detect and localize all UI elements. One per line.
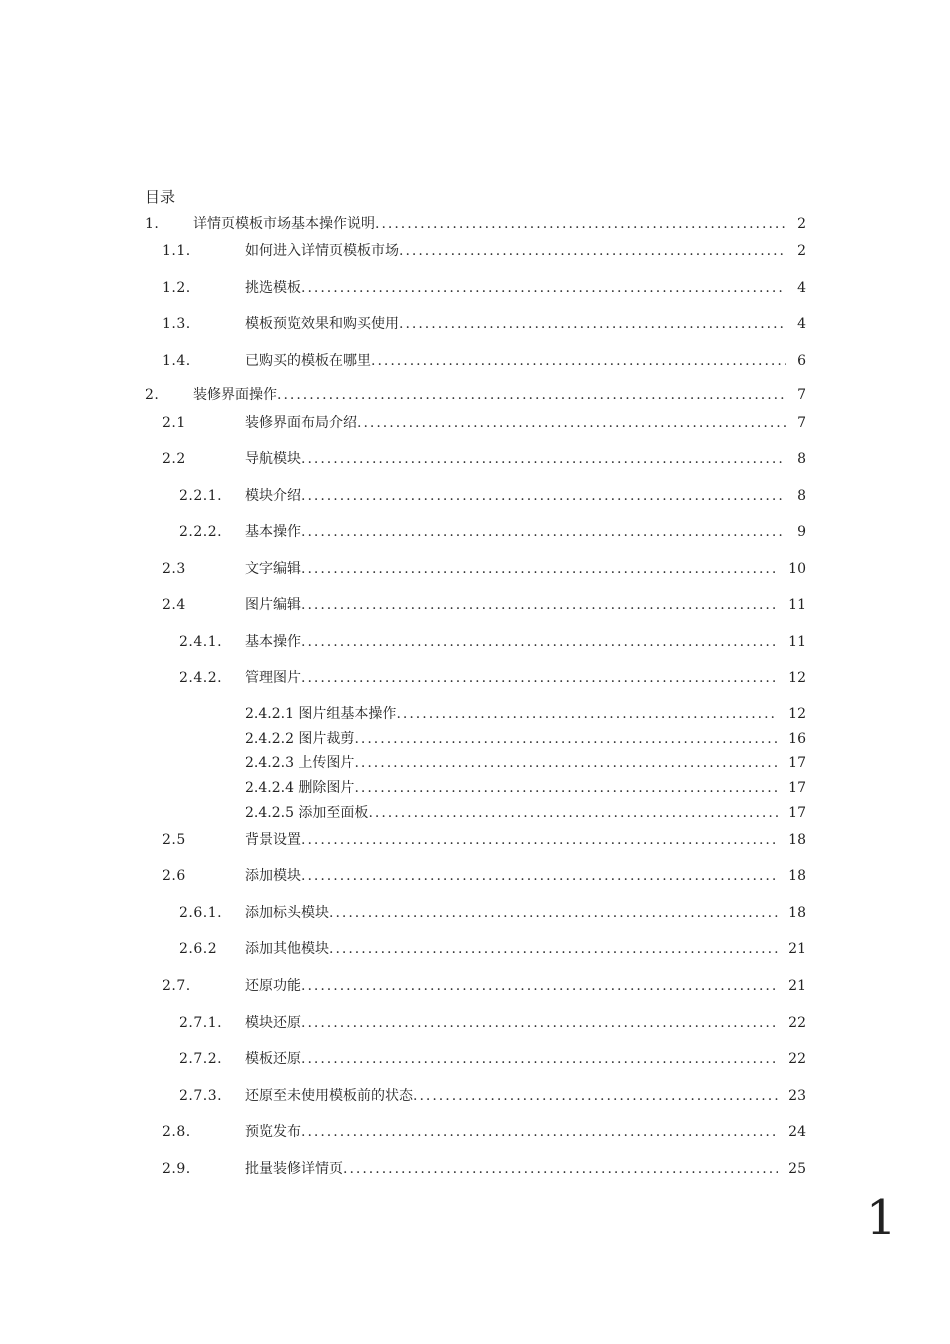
toc-entry[interactable] xyxy=(0,385,950,405)
toc-entry-number: 2.2 xyxy=(162,451,186,467)
toc-entry-page: 11 xyxy=(788,634,806,650)
toc-entry-label: 详情页模板市场基本操作说明 xyxy=(193,216,375,232)
toc-entry-page: 18 xyxy=(788,868,806,884)
toc-entry-number: 1. xyxy=(145,216,160,232)
toc-entry[interactable] xyxy=(0,1122,950,1142)
toc-entry-label: 2.4.2.1 图片组基本操作 xyxy=(245,706,397,722)
toc-entry-number: 2.1 xyxy=(162,415,186,431)
toc-entry-label: 文字编辑 xyxy=(245,561,301,577)
toc-entry-number: 1.4. xyxy=(162,353,191,369)
dot-leader xyxy=(301,830,778,850)
toc-entry-number: 2.8. xyxy=(162,1124,191,1140)
toc-entry-label: 管理图片 xyxy=(245,670,301,686)
toc-entry[interactable] xyxy=(0,939,950,959)
toc-entry-label: 还原至未使用模板前的状态 xyxy=(245,1088,413,1104)
dot-leader xyxy=(301,486,786,506)
toc-entry[interactable] xyxy=(0,778,950,798)
toc-entry-page: 22 xyxy=(788,1015,806,1031)
toc-entry-number: 2.7.2. xyxy=(179,1051,223,1067)
toc-entry-number: 2.7. xyxy=(162,978,191,994)
toc-entry-number: 2.4 xyxy=(162,597,186,613)
toc-entry-label: 2.4.2.3 上传图片 xyxy=(245,755,355,771)
toc-entry[interactable] xyxy=(0,704,950,724)
toc-entry-label: 模板还原 xyxy=(245,1051,301,1067)
toc-entry[interactable] xyxy=(0,753,950,773)
toc-entry-label: 装修界面操作 xyxy=(193,387,277,403)
toc-entry-page: 2 xyxy=(797,243,806,259)
toc-entry-page: 25 xyxy=(788,1161,806,1177)
toc-entry-number: 2.4.1. xyxy=(179,634,223,650)
toc-entry[interactable] xyxy=(0,241,950,261)
toc-entry-label: 模块介绍 xyxy=(245,488,301,504)
dot-leader xyxy=(371,351,786,371)
dot-leader xyxy=(329,939,778,959)
toc-entry[interactable] xyxy=(0,729,950,749)
toc-entry-page: 12 xyxy=(788,706,806,722)
toc-entry-label: 图片编辑 xyxy=(245,597,301,613)
toc-entry-label: 批量装修详情页 xyxy=(245,1161,343,1177)
toc-entry-number: 2.2.1. xyxy=(179,488,223,504)
toc-entry[interactable] xyxy=(0,903,950,923)
toc-entry-page: 2 xyxy=(797,216,806,232)
dot-leader xyxy=(343,1159,778,1179)
toc-entry-label: 如何进入详情页模板市场 xyxy=(245,243,399,259)
toc-entry-label: 挑选模板 xyxy=(245,280,301,296)
toc-entry[interactable] xyxy=(0,1049,950,1069)
toc-entry[interactable] xyxy=(0,976,950,996)
toc-entry-page: 18 xyxy=(788,832,806,848)
toc-entry[interactable] xyxy=(0,866,950,886)
toc-entry-number: 2.6.1. xyxy=(179,905,223,921)
toc-entry-label: 模块还原 xyxy=(245,1015,301,1031)
toc-entry[interactable] xyxy=(0,668,950,688)
toc-entry-page: 7 xyxy=(797,387,806,403)
dot-leader xyxy=(396,704,778,724)
toc-entry[interactable] xyxy=(0,830,950,850)
toc-entry-page: 21 xyxy=(788,978,806,994)
dot-leader xyxy=(399,241,786,261)
toc-entry-page: 6 xyxy=(797,353,806,369)
toc-entry-number: 1.3. xyxy=(162,316,191,332)
toc-entry-page: 12 xyxy=(788,670,806,686)
toc-entry-number: 2.2.2. xyxy=(179,524,223,540)
toc-entry-label: 还原功能 xyxy=(245,978,301,994)
dot-leader xyxy=(301,449,786,469)
dot-leader xyxy=(301,866,778,886)
toc-entry[interactable] xyxy=(0,559,950,579)
toc-entry-page: 8 xyxy=(797,451,806,467)
toc-entry-number: 2.5 xyxy=(162,832,186,848)
dot-leader xyxy=(329,903,778,923)
dot-leader xyxy=(301,595,778,615)
toc-entry-page: 17 xyxy=(788,805,806,821)
toc-entry-label: 背景设置 xyxy=(245,832,301,848)
page-number: 1 xyxy=(866,1190,897,1246)
toc-entry-label: 添加标头模块 xyxy=(245,905,329,921)
toc-entry-page: 23 xyxy=(788,1088,806,1104)
toc-entry-label: 基本操作 xyxy=(245,524,301,540)
toc-entry-number: 2.6.2 xyxy=(179,941,218,957)
toc-entry-page: 9 xyxy=(797,524,806,540)
toc-entry[interactable] xyxy=(0,1159,950,1179)
dot-leader xyxy=(399,314,786,334)
toc-entry[interactable] xyxy=(0,1086,950,1106)
toc-entry-label: 2.4.2.5 添加至面板 xyxy=(245,805,369,821)
dot-leader xyxy=(375,214,786,234)
toc-entry-page: 4 xyxy=(797,316,806,332)
toc-entry-page: 22 xyxy=(788,1051,806,1067)
dot-leader xyxy=(301,559,778,579)
toc-entry-number: 2. xyxy=(145,387,160,403)
toc-entry-label: 2.4.2.2 图片裁剪 xyxy=(245,731,355,747)
toc-entry[interactable] xyxy=(0,1013,950,1033)
dot-leader xyxy=(301,522,786,542)
toc-entry-page: 7 xyxy=(797,415,806,431)
toc-entry-page: 24 xyxy=(788,1124,806,1140)
toc-entry[interactable] xyxy=(0,632,950,652)
toc-entry-page: 17 xyxy=(788,780,806,796)
toc-entry-number: 1.2. xyxy=(162,280,191,296)
toc-entry-number: 2.6 xyxy=(162,868,186,884)
toc-entry-label: 添加模块 xyxy=(245,868,301,884)
toc-entry[interactable] xyxy=(0,486,950,506)
dot-leader xyxy=(354,778,778,798)
toc-entry-label: 预览发布 xyxy=(245,1124,301,1140)
dot-leader xyxy=(301,278,786,298)
toc-entry-number: 2.4.2. xyxy=(179,670,223,686)
toc-entry-number: 2.7.3. xyxy=(179,1088,223,1104)
toc-entry-number: 2.9. xyxy=(162,1161,191,1177)
toc-entry[interactable] xyxy=(0,522,950,542)
toc-entry-page: 11 xyxy=(788,597,806,613)
toc-entry-page: 18 xyxy=(788,905,806,921)
dot-leader xyxy=(301,668,778,688)
toc-entry-label: 2.4.2.4 删除图片 xyxy=(245,780,355,796)
toc-entry-label: 添加其他模块 xyxy=(245,941,329,957)
dot-leader xyxy=(368,803,778,823)
dot-leader xyxy=(301,1122,778,1142)
toc-entry[interactable] xyxy=(0,413,950,433)
toc-title: 目录 xyxy=(145,188,176,206)
dot-leader xyxy=(301,1013,778,1033)
dot-leader xyxy=(354,729,778,749)
toc-entry-label: 已购买的模板在哪里 xyxy=(245,353,371,369)
toc-entry[interactable] xyxy=(0,314,950,334)
dot-leader xyxy=(357,413,786,433)
dot-leader xyxy=(301,976,778,996)
toc-entry-label: 导航模块 xyxy=(245,451,301,467)
toc-entry-label: 基本操作 xyxy=(245,634,301,650)
toc-entry-label: 模板预览效果和购买使用 xyxy=(245,316,399,332)
toc-entry-number: 2.3 xyxy=(162,561,186,577)
toc-entry-number: 2.7.1. xyxy=(179,1015,223,1031)
toc-entry[interactable] xyxy=(0,449,950,469)
dot-leader xyxy=(301,1049,778,1069)
dot-leader xyxy=(413,1086,778,1106)
toc-entry-page: 10 xyxy=(788,561,806,577)
toc-entry-page: 21 xyxy=(788,941,806,957)
toc-entry-page: 16 xyxy=(788,731,806,747)
dot-leader xyxy=(301,632,778,652)
toc-entry[interactable] xyxy=(0,595,950,615)
toc-entry[interactable] xyxy=(0,214,950,234)
dot-leader xyxy=(354,753,778,773)
toc-entry-number: 1.1. xyxy=(162,243,191,259)
toc-entry-page: 4 xyxy=(797,280,806,296)
toc-entry[interactable] xyxy=(0,278,950,298)
dot-leader xyxy=(277,385,786,405)
toc-entry[interactable] xyxy=(0,803,950,823)
toc-entry-page: 8 xyxy=(797,488,806,504)
toc-entry-label: 装修界面布局介绍 xyxy=(245,415,357,431)
toc-entry[interactable] xyxy=(0,351,950,371)
toc-entry-page: 17 xyxy=(788,755,806,771)
